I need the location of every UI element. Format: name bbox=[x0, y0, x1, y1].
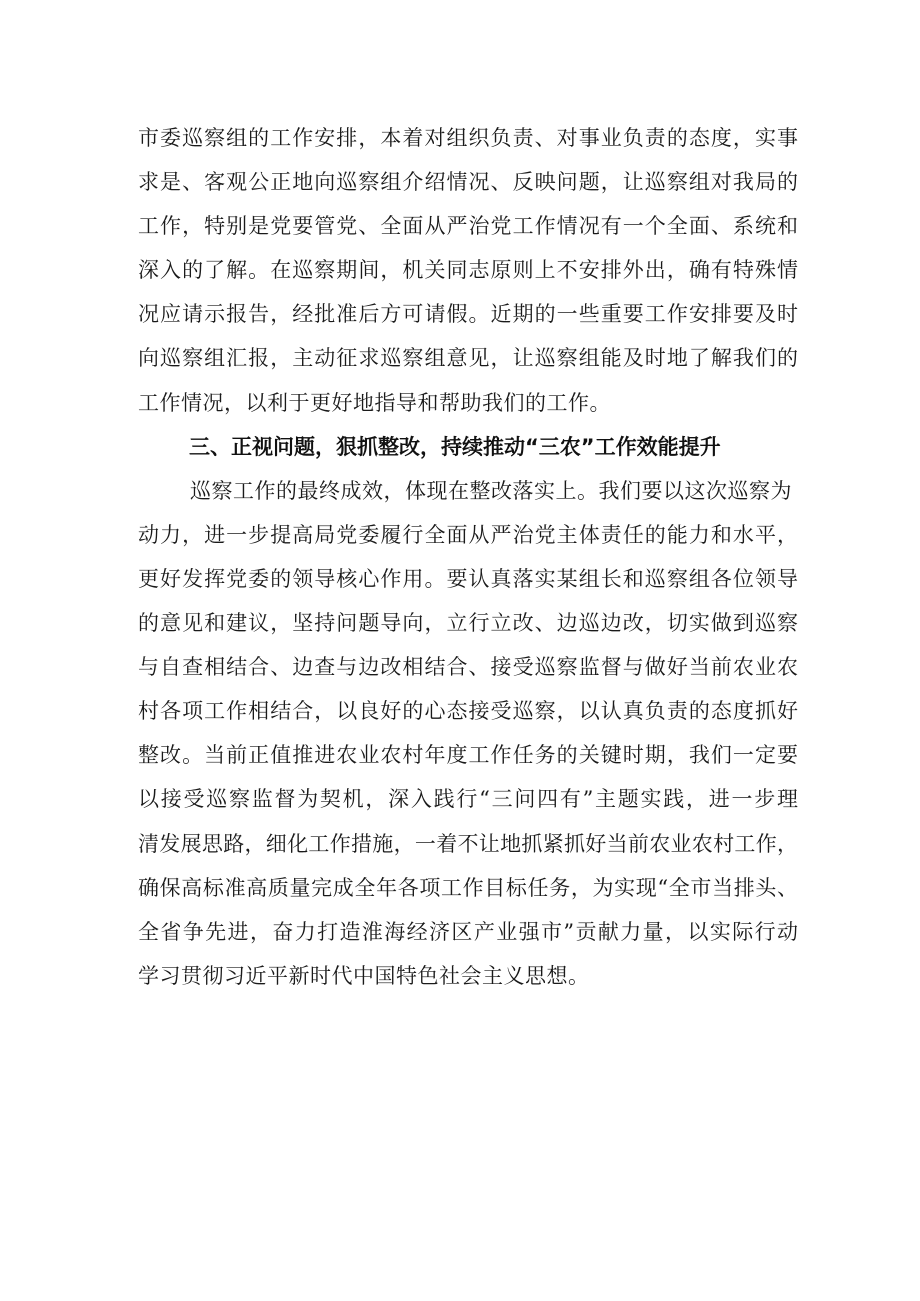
para2-line-4: 的意见和建议，坚持问题导向，立行立改、边巡边改，切实做到巡察 bbox=[138, 611, 798, 636]
para2-line-11: 全省争先进，奋力打造淮海经济区产业强市”贡献力量，以实际行动 bbox=[138, 919, 798, 944]
para2-line-1: 巡察工作的最终成效，体现在整改落实上。我们要以这次巡察为 bbox=[190, 478, 792, 503]
para2-line-12: 学习贯彻习近平新时代中国特色社会主义思想。 bbox=[138, 963, 590, 988]
para2-line-3: 更好发挥党委的领导核心作用。要认真落实某组长和巡察组各位领导 bbox=[138, 566, 798, 591]
para2-line-5: 与自查相结合、边查与边改相结合、接受巡察监督与做好当前农业农 bbox=[138, 655, 798, 680]
para2-line-7: 整改。当前正值推进农业农村年度工作任务的关键时期，我们一定要 bbox=[138, 743, 798, 768]
para2-line-6: 村各项工作相结合，以良好的心态接受巡察，以认真负责的态度抓好 bbox=[138, 699, 798, 724]
para1-line-6: 向巡察组汇报，主动征求巡察组意见，让巡察组能及时地了解我们的 bbox=[138, 346, 798, 371]
document-body bbox=[138, 116, 798, 998]
para1-line-3: 工作，特别是党要管党、全面从严治党工作情况有一个全面、系统和 bbox=[138, 214, 798, 239]
para1-line-5: 况应请示报告，经批准后方可请假。近期的一些重要工作安排要及时 bbox=[138, 302, 798, 327]
para2-line-2: 动力，进一步提高局党委履行全面从严治党主体责任的能力和水平， bbox=[138, 522, 798, 547]
para2-line-10: 确保高标准高质量完成全年各项工作目标任务，为实现“全市当排头、 bbox=[138, 875, 798, 900]
para1-line-4: 深入的了解。在巡察期间，机关同志原则上不安排外出，确有特殊情 bbox=[138, 258, 798, 283]
section-heading-3: 三、正视问题，狠抓整改，持续推动“三农”工作效能提升 bbox=[189, 434, 721, 459]
para1-line-7: 工作情况，以利于更好地指导和帮助我们的工作。 bbox=[138, 390, 611, 415]
para1-line-1: 市委巡察组的工作安排，本着对组织负责、对事业负责的态度，实事 bbox=[138, 126, 798, 150]
para2-line-8: 以接受巡察监督为契机，深入践行“三问四有”主题实践，进一步理 bbox=[138, 787, 798, 812]
para1-line-2: 求是、客观公正地向巡察组介绍情况、反映问题，让巡察组对我局的 bbox=[138, 170, 798, 195]
para2-line-9: 清发展思路，细化工作措施，一着不让地抓紧抓好当前农业农村工作， bbox=[138, 831, 798, 856]
